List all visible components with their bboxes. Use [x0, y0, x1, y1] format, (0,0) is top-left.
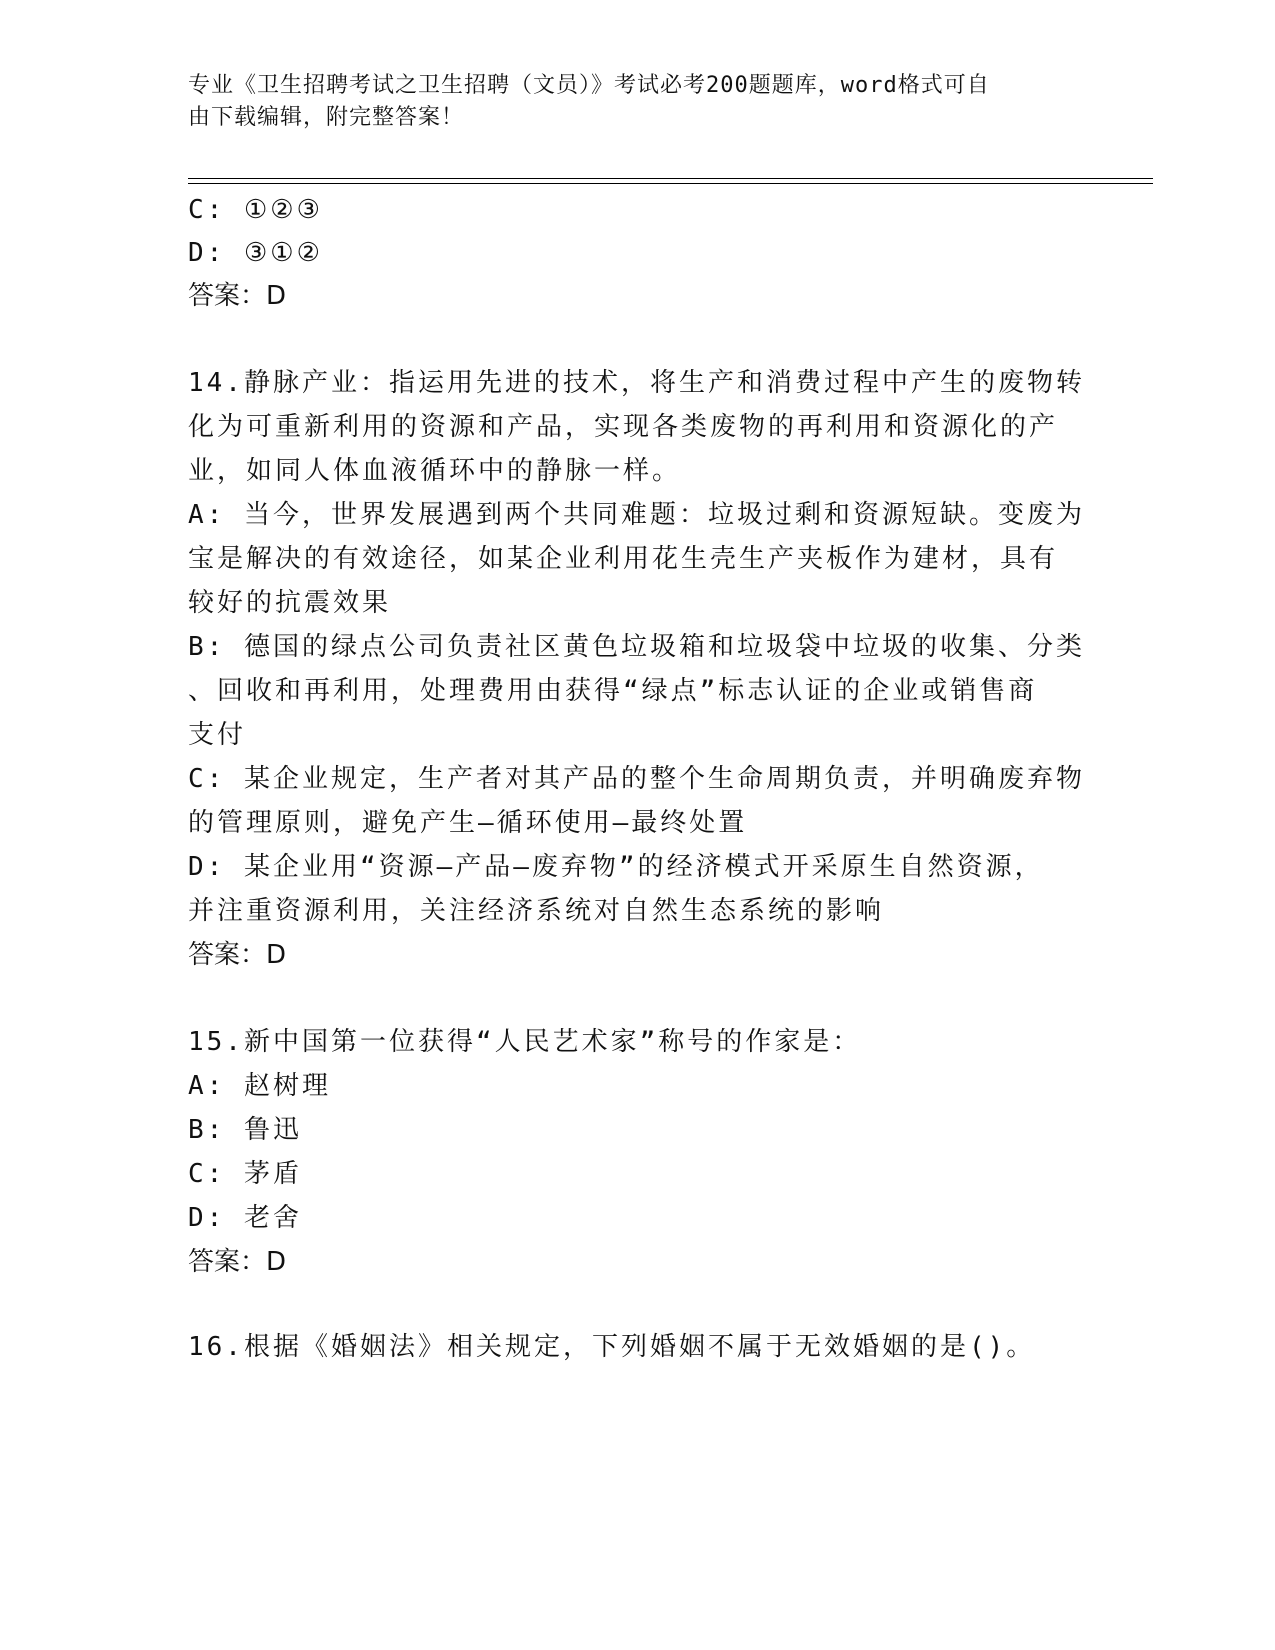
q15-answer: 答案：D	[188, 1247, 287, 1277]
q14-answer: 答案：D	[188, 940, 287, 970]
q14-option-a-line-3: 较好的抗震效果	[188, 588, 392, 618]
q15-option-b: B: 鲁迅	[188, 1115, 302, 1145]
q14-option-b-line-1: B: 德国的绿点公司负责社区黄色垃圾箱和垃圾袋中垃圾的收集、分类	[188, 632, 1085, 662]
q13-option-c: C: ①②③	[188, 195, 323, 225]
q14-option-c-line-1: C: 某企业规定，生产者对其产品的整个生命周期负责，并明确废弃物	[188, 764, 1085, 794]
q14-option-d-line-2: 并注重资源利用，关注经济系统对自然生态系统的影响	[188, 896, 885, 926]
header-line-2: 由下载编辑，附完整答案！	[188, 105, 465, 130]
q14-stem-line-3: 业，如同人体血液循环中的静脉一样。	[188, 456, 682, 486]
q15-stem: 15.新中国第一位获得“人民艺术家”称号的作家是：	[188, 1027, 862, 1057]
q14-option-b-line-3: 支付	[188, 720, 247, 750]
header-rule-top	[188, 178, 1153, 179]
header-rule-bottom	[188, 183, 1153, 184]
q15-option-d: D: 老舍	[188, 1203, 302, 1233]
q14-option-a-line-1: A: 当今，世界发展遇到两个共同难题：垃圾过剩和资源短缺。变废为	[188, 500, 1085, 530]
header-line-1: 专业《卫生招聘考试之卫生招聘（文员）》考试必考200题题库，word格式可自	[188, 73, 990, 98]
q15-option-c: C: 茅盾	[188, 1159, 302, 1189]
q16-stem: 16.根据《婚姻法》相关规定，下列婚姻不属于无效婚姻的是()。	[188, 1332, 1036, 1362]
q14-option-c-line-2: 的管理原则，避免产生—循环使用—最终处置	[188, 808, 748, 838]
q14-option-b-line-2: 、回收和再利用，处理费用由获得“绿点”标志认证的企业或销售商	[188, 676, 1038, 706]
q14-option-a-line-2: 宝是解决的有效途径，如某企业利用花生壳生产夹板作为建材，具有	[188, 544, 1059, 574]
q13-option-d: D: ③①②	[188, 238, 323, 268]
q14-option-d-line-1: D: 某企业用“资源—产品—废弃物”的经济模式开采原生自然资源，	[188, 852, 1044, 882]
q15-option-a: A: 赵树理	[188, 1071, 331, 1101]
q14-stem-line-1: 14.静脉产业：指运用先进的技术，将生产和消费过程中产生的废物转	[188, 368, 1085, 398]
q13-answer: 答案：D	[188, 281, 287, 311]
q14-stem-line-2: 化为可重新利用的资源和产品，实现各类废物的再利用和资源化的产	[188, 412, 1059, 442]
document-header	[188, 70, 1078, 134]
